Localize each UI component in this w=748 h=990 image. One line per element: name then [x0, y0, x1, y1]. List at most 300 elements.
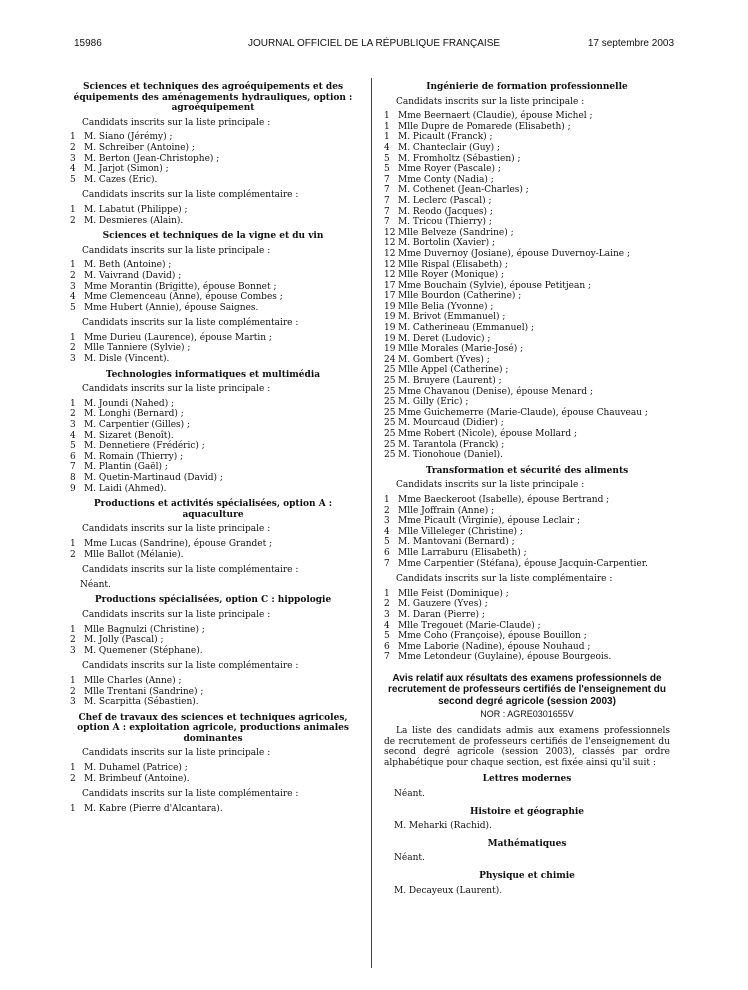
candidate-name: Mme Duvernoy (Josiane), épouse Duvernoy-Laine ; [398, 248, 630, 259]
list-label: Candidats inscrits sur la liste principale : [82, 384, 271, 395]
rank-number: 3 [384, 609, 390, 620]
rank-number: 1 [70, 132, 76, 143]
candidate-name: Mlle Rispal (Elisabeth) ; [398, 259, 509, 270]
candidate-name: M. Tionohoue (Daniel). [398, 450, 503, 461]
candidate-entry [70, 343, 356, 354]
candidate-list [70, 539, 356, 560]
candidate-entry [70, 804, 356, 815]
candidate-entry [70, 420, 356, 431]
rank-number: 1 [70, 204, 76, 215]
candidate-name: M. Sizaret (Benoît). [84, 430, 174, 441]
candidate-name: Mlle Larraburu (Elisabeth) ; [398, 547, 527, 558]
rank-number: 4 [384, 526, 390, 537]
candidate-entry [70, 452, 356, 463]
journal-title: JOURNAL OFFICIEL DE LA RÉPUBLIQUE FRANÇAISE [247, 38, 501, 49]
candidate-entry [70, 260, 356, 271]
candidate-entry [384, 111, 670, 122]
candidate-entry [70, 399, 356, 410]
candidate-entry [70, 676, 356, 687]
rank-number: 1 [70, 398, 76, 409]
rank-number: 2 [70, 635, 76, 646]
section-title: Technologies informatiques et multimédia [105, 369, 321, 380]
candidate-entry [384, 548, 670, 559]
candidate-name: Mlle Tregouet (Marie-Claude) ; [398, 620, 541, 631]
rank-number: 25 [384, 407, 396, 418]
candidate-entry [384, 506, 670, 517]
candidate-list [70, 333, 356, 365]
candidate-name: Mme Conty (Nadia) ; [398, 174, 494, 185]
rank-number: 7 [384, 185, 390, 196]
rank-number: 2 [70, 549, 76, 560]
candidate-entry [70, 539, 356, 550]
rank-number: 4 [384, 620, 390, 631]
list-label: Candidats inscrits sur la liste complémentaire : [396, 574, 613, 585]
avis-title: Avis relatif aux résultats des examens professionnels de recrutement de professeurs certifiés de l'enseignement du second degré agricole (session 2003) [387, 672, 667, 707]
candidate-entry [384, 559, 670, 570]
candidate-name: M. Cazes (Eric). [84, 174, 158, 185]
candidate-name: M. Daran (Pierre) ; [398, 609, 485, 620]
rank-number: 5 [384, 631, 390, 642]
candidate-entry [384, 408, 670, 419]
candidate-entry [384, 132, 670, 143]
rank-number: 12 [384, 270, 396, 281]
candidate-entry [384, 344, 670, 355]
candidate-entry [70, 635, 356, 646]
candidate-name: Mlle Morales (Marie-José) ; [398, 344, 524, 355]
avis-intro: La liste des candidats admis aux examens professionnels de recrutement de professeurs certifiés de l'enseignement du second degré agricole (session 2003), classés par ordre alphabétique pour chaque section, est fixée ainsi qu'il suit : [384, 725, 670, 768]
candidate-name: M. Joundi (Nahed) ; [84, 398, 175, 409]
rank-number: 6 [384, 547, 390, 558]
list-label: Candidats inscrits sur la liste principale : [396, 480, 585, 491]
candidate-entry [70, 625, 356, 636]
rank-number: 1 [70, 260, 76, 271]
candidate-name: Mlle Joffrain (Anne) ; [398, 505, 495, 516]
rank-number: 3 [70, 153, 76, 164]
rank-number: 25 [384, 365, 396, 376]
candidate-entry [384, 291, 670, 302]
subject-title: Lettres modernes [482, 774, 572, 785]
candidate-entry [70, 205, 356, 216]
candidate-name: Mme Guichemerre (Marie-Claude), épouse Chauveau ; [398, 407, 648, 418]
candidate-name: Mlle Royer (Monique) ; [398, 270, 505, 281]
subject-title: Histoire et géographie [469, 806, 585, 817]
candidate-name: Mme Chavanou (Denise), épouse Menard ; [398, 386, 593, 397]
candidate-name: Mlle Belveze (Sandrine) ; [398, 227, 514, 238]
candidate-entry [70, 292, 356, 303]
rank-number: 3 [384, 516, 390, 527]
rank-number: 3 [70, 697, 76, 708]
list-label: Candidats inscrits sur la liste principale : [82, 748, 271, 759]
candidate-entry [70, 687, 356, 698]
rank-number: 8 [70, 473, 76, 483]
rank-number: 1 [70, 675, 76, 686]
rank-number: 19 [384, 344, 396, 355]
candidate-list [70, 399, 356, 494]
candidate-name: M. Tricou (Thierry) ; [398, 217, 492, 228]
candidate-name: Mme Baeckeroot (Isabelle), épouse Bertrand ; [398, 494, 610, 505]
candidate-entry [384, 217, 670, 228]
subject-result: M. Decayeux (Laurent). [394, 885, 503, 896]
candidate-entry [70, 431, 356, 442]
candidate-list [384, 589, 670, 663]
rank-number: 5 [384, 164, 390, 175]
rank-number: 5 [384, 153, 390, 164]
rank-number: 19 [384, 312, 396, 323]
candidate-name: M. Jolly (Pascal) ; [84, 635, 164, 646]
rank-number: 25 [384, 429, 396, 439]
candidate-name: M. Labatut (Philippe) ; [84, 204, 188, 215]
candidate-entry [384, 238, 670, 249]
candidate-name: Mme Beernaert (Claudie), épouse Michel ; [398, 111, 593, 122]
candidate-entry [384, 164, 670, 175]
rank-number: 1 [384, 111, 390, 122]
candidate-entry [70, 473, 356, 484]
candidate-name: Mlle Bagnulzi (Christine) ; [84, 624, 205, 635]
candidate-list [70, 804, 356, 815]
candidate-entry [384, 196, 670, 207]
rank-number: 7 [384, 217, 390, 228]
candidate-name: M. Siano (Jérémy) ; [84, 132, 173, 143]
rank-number: 1 [70, 332, 76, 343]
candidate-entry [384, 365, 670, 376]
candidate-entry [70, 303, 356, 314]
candidate-entry [384, 429, 670, 440]
subject-result: Néant. [394, 788, 425, 799]
candidate-entry [384, 631, 670, 642]
candidate-name: Mme Coho (Françoise), épouse Bouillon ; [398, 631, 587, 642]
candidate-name: M. Brimbeuf (Antoine). [84, 773, 190, 784]
candidate-name: M. Disle (Vincent). [84, 354, 170, 365]
subject-result: Néant. [394, 853, 425, 864]
candidate-name: M. Romain (Thierry) ; [84, 451, 184, 462]
candidate-name: M. Chanteclair (Guy) ; [398, 142, 501, 153]
candidate-name: M. Berton (Jean-Christophe) ; [84, 153, 220, 164]
rank-number: 12 [384, 248, 396, 259]
candidate-entry [384, 652, 670, 663]
candidate-entry [70, 271, 356, 282]
rank-number: 4 [384, 142, 390, 153]
candidate-list [384, 495, 670, 569]
candidate-entry [70, 646, 356, 657]
candidate-name: M. Desmieres (Alain). [84, 215, 184, 226]
candidate-name: Mme Morantin (Brigitte), épouse Bonnet ; [84, 281, 277, 292]
exam-section [70, 713, 356, 815]
rank-number: 1 [70, 803, 76, 814]
candidate-name: M. Reodo (Jacques) ; [398, 206, 493, 217]
candidate-name: M. Mantovani (Bernard) ; [398, 537, 515, 548]
candidate-name: M. Scarpitta (Sébastien). [84, 697, 199, 708]
candidate-name: M. Catherineau (Emmanuel) ; [398, 323, 534, 334]
candidate-name: Mlle Bourdon (Catherine) ; [398, 291, 522, 302]
candidate-entry [384, 527, 670, 538]
subject-title: Physique et chimie [479, 870, 575, 881]
rank-number: 25 [384, 418, 396, 429]
candidate-list [70, 763, 356, 784]
exam-section [70, 595, 356, 707]
candidate-entry [384, 610, 670, 621]
candidate-entry [384, 122, 670, 133]
candidate-entry [70, 441, 356, 452]
rank-number: 5 [70, 441, 76, 452]
candidate-name: M. Vaivrand (David) ; [84, 270, 182, 281]
candidate-entry [384, 302, 670, 313]
section-title: Transformation et sécurité des aliments [425, 465, 629, 476]
rank-number: 1 [384, 588, 390, 599]
candidate-entry [70, 354, 356, 365]
candidate-entry [70, 697, 356, 708]
candidate-name: M. Bruyere (Laurent) ; [398, 376, 502, 387]
candidate-name: M. Carpentier (Gilles) ; [84, 420, 191, 431]
candidate-name: M. Laidi (Ahmed). [84, 483, 167, 494]
candidate-entry [70, 216, 356, 227]
rank-number: 2 [70, 142, 76, 153]
candidate-name: M. Mourcaud (Didier) ; [398, 418, 504, 429]
list-label: Candidats inscrits sur la liste complémentaire : [82, 789, 299, 800]
rank-number: 4 [70, 164, 76, 175]
rank-number: 2 [70, 215, 76, 226]
candidate-name: M. Quemener (Stéphane). [84, 645, 203, 656]
rank-number: 2 [70, 343, 76, 354]
candidate-entry [384, 450, 670, 461]
rank-number: 7 [384, 206, 390, 217]
page-number: 15986 [74, 38, 102, 49]
rank-number: 7 [384, 558, 390, 569]
candidate-entry [384, 537, 670, 548]
candidate-name: M. Cothenet (Jean-Charles) ; [398, 185, 529, 196]
exam-section [70, 231, 356, 365]
exam-section [70, 82, 356, 226]
list-label: Candidats inscrits sur la liste complémentaire : [82, 318, 299, 329]
candidate-entry [384, 270, 670, 281]
subject-title: Mathématiques [487, 838, 567, 849]
rank-number: 7 [384, 174, 390, 185]
candidate-entry [384, 621, 670, 632]
rank-number: 24 [384, 354, 396, 365]
rank-number: 1 [70, 763, 76, 774]
candidate-list [70, 625, 356, 657]
candidate-entry [70, 154, 356, 165]
candidate-name: Mme Durieu (Laurence), épouse Martin ; [84, 332, 272, 343]
column-divider [371, 78, 372, 968]
candidate-list [384, 111, 670, 461]
rank-number: 4 [70, 292, 76, 303]
candidate-name: M. Duhamel (Patrice) ; [84, 763, 188, 774]
subject-result: M. Meharki (Rachid). [394, 821, 492, 832]
rank-number: 2 [70, 686, 76, 697]
candidate-list [70, 676, 356, 708]
rank-number: 7 [384, 652, 390, 663]
rank-number: 6 [384, 641, 390, 652]
candidate-entry [384, 154, 670, 165]
list-label: Candidats inscrits sur la liste principale : [82, 245, 271, 256]
rank-number: 12 [384, 238, 396, 249]
list-label: Candidats inscrits sur la liste principale : [82, 609, 271, 620]
rank-number: 4 [70, 430, 76, 441]
rank-number: 25 [384, 439, 396, 450]
candidate-entry [384, 207, 670, 218]
candidate-entry [70, 175, 356, 186]
rank-number: 5 [384, 537, 390, 548]
candidate-name: Mme Carpentier (Stéfana), épouse Jacquin-Carpentier. [398, 558, 648, 569]
candidate-name: Mme Laborie (Nadine), épouse Nouhaud ; [398, 641, 591, 652]
candidate-name: Mlle Appel (Catherine) ; [398, 365, 509, 376]
candidate-entry [384, 312, 670, 323]
candidate-name: M. Longhi (Bernard) ; [84, 409, 184, 420]
rank-number: 2 [384, 599, 390, 610]
candidate-entry [384, 249, 670, 260]
candidate-entry [384, 355, 670, 366]
list-label: Candidats inscrits sur la liste complémentaire : [82, 565, 299, 576]
rank-number: 5 [70, 302, 76, 313]
candidate-name: M. Gilly (Eric) ; [398, 397, 469, 408]
rank-number: 17 [384, 291, 396, 302]
candidate-name: M. Picault (Franck) ; [398, 132, 493, 143]
rank-number: 2 [384, 505, 390, 516]
candidate-entry [70, 550, 356, 561]
exam-section [70, 499, 356, 590]
candidate-entry [384, 589, 670, 600]
candidate-entry [384, 260, 670, 271]
rank-number: 5 [70, 174, 76, 185]
rank-number: 1 [70, 624, 76, 635]
rank-number: 3 [70, 281, 76, 292]
candidate-entry [70, 282, 356, 293]
candidate-entry [384, 599, 670, 610]
candidate-entry [384, 323, 670, 334]
candidate-entry [384, 516, 670, 527]
rank-number: 1 [70, 538, 76, 549]
candidate-name: M. Quetin-Martinaud (David) ; [84, 473, 223, 483]
candidate-entry [70, 164, 356, 175]
rank-number: 2 [70, 773, 76, 784]
right-column [384, 80, 670, 901]
candidate-name: M. Gauzere (Yves) ; [398, 599, 488, 610]
candidate-entry [70, 409, 356, 420]
candidate-name: M. Beth (Antoine) ; [84, 260, 172, 271]
candidate-name: M. Leclerc (Pascal) ; [398, 195, 492, 206]
rank-number: 1 [384, 132, 390, 143]
list-label: Candidats inscrits sur la liste principale : [82, 524, 271, 535]
candidate-name: M. Deret (Ludovic) ; [398, 333, 491, 344]
rank-number: 2 [70, 409, 76, 420]
candidate-name: Mme Royer (Pascale) ; [398, 164, 501, 175]
candidate-name: Mme Letondeur (Guylaine), épouse Bourgeois. [398, 652, 612, 663]
candidate-name: M. Jarjot (Simon) ; [84, 164, 169, 175]
rank-number: 1 [384, 121, 390, 132]
exam-section [70, 370, 356, 495]
list-label: Candidats inscrits sur la liste principale : [396, 96, 585, 107]
candidate-entry [70, 132, 356, 143]
rank-number: 6 [70, 451, 76, 462]
candidate-name: Mlle Trentani (Sandrine) ; [84, 686, 204, 697]
avis-block [384, 673, 670, 896]
candidate-entry [384, 185, 670, 196]
candidate-entry [384, 376, 670, 387]
nor-reference: NOR : AGRE0301655V [480, 709, 574, 720]
candidate-name: Mme Robert (Nicole), épouse Mollard ; [398, 429, 577, 439]
candidate-entry [70, 774, 356, 785]
rank-number: 3 [70, 354, 76, 365]
candidate-name: Mme Lucas (Sandrine), épouse Grandet ; [84, 538, 273, 549]
rank-number: 25 [384, 376, 396, 387]
candidate-entry [384, 387, 670, 398]
candidate-name: M. Schreiber (Antoine) ; [84, 142, 195, 153]
candidate-name: Mlle Feist (Dominique) ; [398, 588, 509, 599]
left-column [70, 80, 356, 819]
rank-number: 25 [384, 397, 396, 408]
rank-number: 3 [70, 645, 76, 656]
candidate-name: Mlle Charles (Anne) ; [84, 675, 182, 686]
candidate-entry [384, 418, 670, 429]
candidate-entry [384, 228, 670, 239]
rank-number: 3 [70, 420, 76, 431]
rank-number: 1 [384, 494, 390, 505]
rank-number: 19 [384, 323, 396, 334]
candidate-name: Mme Clemenceau (Anne), épouse Combes ; [84, 292, 283, 303]
candidate-entry [384, 495, 670, 506]
rank-number: 25 [384, 386, 396, 397]
candidate-name: M. Plantin (Gaël) ; [84, 462, 168, 473]
publication-date: 17 septembre 2003 [587, 38, 674, 49]
rank-number: 9 [70, 483, 76, 494]
candidate-entry [70, 143, 356, 154]
section-title: Sciences et techniques des agroéquipements et des équipements des aménagements hydrauliques, option : agroéquipement [73, 82, 353, 114]
exam-section [384, 466, 670, 663]
candidate-list [70, 132, 356, 185]
candidate-name: M. Brivot (Emmanuel) ; [398, 312, 506, 323]
section-title: Ingénierie de formation professionnelle [426, 82, 628, 92]
candidate-entry [70, 333, 356, 344]
rank-number: 19 [384, 333, 396, 344]
candidate-name: M. Tarantola (Franck) ; [398, 439, 505, 450]
candidate-list [70, 260, 356, 313]
candidate-name: M. Dennetiere (Frédéric) ; [84, 441, 205, 452]
section-title: Productions spécialisées, option C : hippologie [94, 595, 332, 606]
list-label: Candidats inscrits sur la liste complémentaire : [82, 661, 299, 672]
rank-number: 25 [384, 450, 396, 461]
candidate-entry [384, 642, 670, 653]
candidate-name: M. Fromholtz (Sébastien) ; [398, 153, 521, 164]
rank-number: 7 [384, 195, 390, 206]
candidate-list [70, 205, 356, 226]
candidate-entry [70, 484, 356, 495]
exam-section [384, 82, 670, 461]
candidate-entry [384, 281, 670, 292]
rank-number: 7 [70, 462, 76, 473]
candidate-entry [70, 763, 356, 774]
candidate-name: Mme Picault (Virginie), épouse Leclair ; [398, 516, 581, 527]
candidate-entry [384, 334, 670, 345]
candidate-name: Mlle Tanniere (Sylvie) ; [84, 343, 191, 354]
section-title: Sciences et techniques de la vigne et du vin [102, 231, 324, 242]
candidate-name: Mme Hubert (Annie), épouse Saignes. [84, 302, 259, 313]
candidate-entry [384, 440, 670, 451]
candidate-entry [384, 397, 670, 408]
candidate-name: M. Kabre (Pierre d'Alcantara). [84, 803, 223, 814]
rank-number: 19 [384, 301, 396, 312]
rank-number: 12 [384, 259, 396, 270]
list-label: Candidats inscrits sur la liste complémentaire : [82, 190, 299, 201]
rank-number: 2 [70, 270, 76, 281]
candidate-name: Mlle Dupre de Pomarede (Elisabeth) ; [398, 121, 571, 132]
candidate-name: Mlle Villeleger (Christine) ; [398, 526, 523, 537]
candidate-entry [384, 143, 670, 154]
candidate-entry [70, 462, 356, 473]
rank-number: 12 [384, 227, 396, 238]
candidate-name: Mlle Ballot (Mélanie). [84, 549, 184, 560]
list-label: Candidats inscrits sur la liste principale : [82, 117, 271, 128]
candidate-name: Mme Bouchain (Sylvie), épouse Petitjean ; [398, 280, 592, 291]
